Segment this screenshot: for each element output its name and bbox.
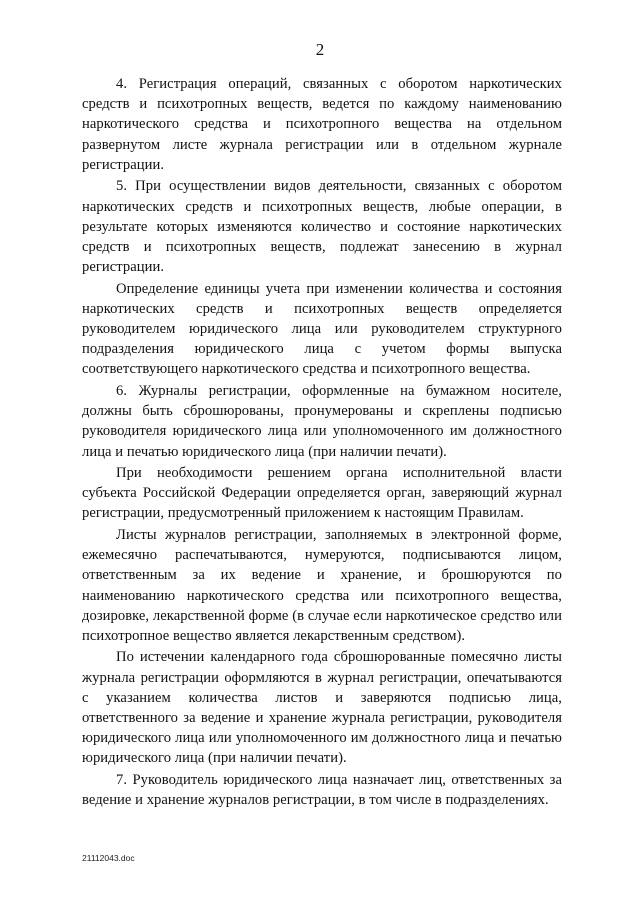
paragraph-item-7: 7. Руководитель юридического лица назначает лиц, ответственных за ведение и хранение журналов регистрации, в том числе в подразделениях. bbox=[82, 771, 562, 809]
document-body bbox=[82, 74, 562, 810]
paragraph-year-end: По истечении календарного года сброшюрованные помесячно листы журнала регистрации оформляются в журнал регистрации, опечатываются с указанием количества листов и заверяются подписью лица, ответственного за ведение и хранение журнала регистрации, руководителя юридического лица или уполномоченного им должностного лица и печатью юридического лица (при наличии печати). bbox=[82, 649, 562, 767]
footer-filename: 21112043.doc bbox=[82, 853, 135, 863]
paragraph-item-6: 6. Журналы регистрации, оформленные на бумажном носителе, должны быть сброшюрованы, пронумерованы и скреплены подписью руководителя юридического лица или уполномоченного им должностного лица и печатью юридического лица (при наличии печати). bbox=[82, 382, 562, 460]
paragraph-accounting-unit: Определение единицы учета при изменении количества и состояния наркотических средств и психотропных веществ определяется руководителем юридического лица или руководителем структурного подразделения юридического лица с учетом формы выпуска соответствующего наркотического средства и психотропного вещества. bbox=[82, 280, 562, 378]
paragraph-electronic-journals: Листы журналов регистрации, заполняемых в электронной форме, ежемесячно распечатываются, нумеруются, подписываются лицом, ответственным за их ведение и хранение, и брошюруются по наименованию наркотического средства или психотропного вещества, дозировке, лекарственной форме (в случае если наркотическое средство или психотропное вещество является лекарственным средством). bbox=[82, 526, 562, 644]
paragraph-item-4: 4. Регистрация операций, связанных с оборотом наркотических средств и психотропных веществ, ведется по каждому наименованию наркотического средства и психотропного вещества на отдельном развернутом листе журнала регистрации или в отдельном журнале регистрации. bbox=[82, 76, 562, 173]
paragraph-certifying-body: При необходимости решением органа исполнительной власти субъекта Российской Федерации определяется орган, заверяющий журнал регистрации, предусмотренный приложением к настоящим Правилам. bbox=[82, 465, 562, 522]
page-number: 2 bbox=[315, 40, 325, 59]
paragraph-item-5: 5. При осуществлении видов деятельности, связанных с оборотом наркотических средств и психотропных веществ, любые операции, в результате которых изменяются количество и состояние наркотических средств и психотропных веществ, подлежат занесению в журнал регистрации. bbox=[82, 178, 562, 276]
